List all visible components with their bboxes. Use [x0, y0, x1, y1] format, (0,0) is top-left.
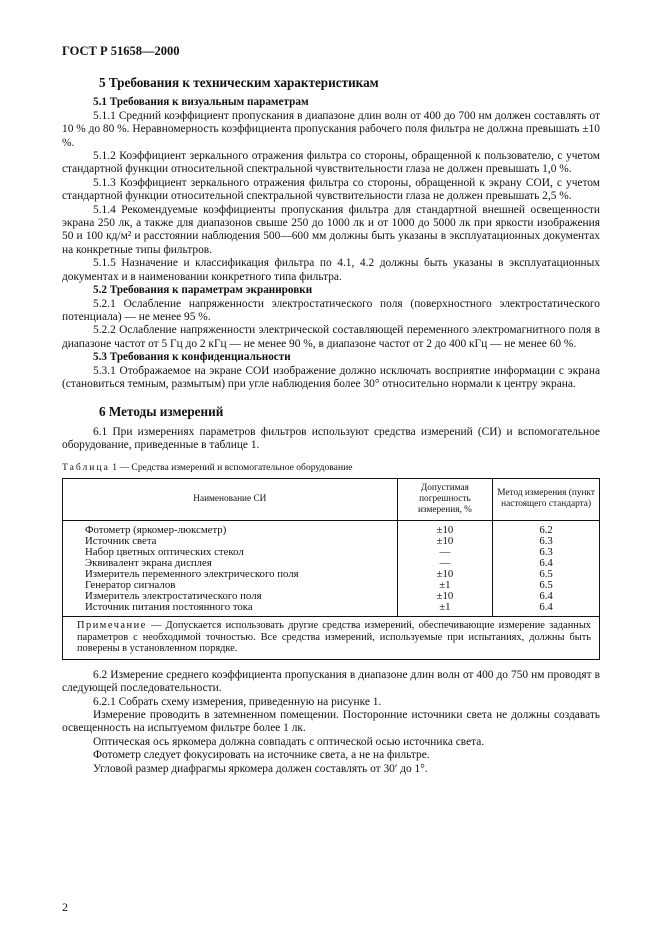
table-label: Таблица [62, 461, 110, 473]
page-content [62, 76, 600, 776]
table-cell-name: Набор цветных оптических стекол [63, 547, 398, 558]
table-cell-method: 6.2 [539, 523, 553, 536]
paragraph-6-2-1-b: Оптическая ось яркомера должна совпадать с оптической осью источника света. [93, 735, 485, 748]
table-cell-name: Измеритель переменного электрического поля [63, 569, 398, 580]
table-cell-error: ±10 [397, 536, 493, 547]
table-cell-method: 6.4 [539, 589, 553, 602]
table-cell-name: Генератор сигналов [63, 580, 398, 591]
table-cell-error: — [397, 547, 493, 558]
table-cell-name: Фотометр (яркомер-люксметр) [63, 520, 398, 536]
page-number: 2 [62, 900, 68, 914]
table-row [63, 602, 600, 616]
table-cell-error: — [397, 558, 493, 569]
table-row [63, 520, 600, 536]
paragraph-6-2-1-c: Фотометр следует фокусировать на источнике света, а не на фильтре. [93, 749, 430, 762]
section-6-title: 6 Методы измерений [99, 404, 224, 420]
instruments-table [62, 478, 600, 616]
table-cell-error: ±1 [397, 580, 493, 591]
table-cell-error: ±10 [397, 591, 493, 602]
table-cell-error: ±10 [397, 520, 493, 536]
paragraph-5-1-4: 5.1.4 Рекомендуемые коэффициенты пропускания фильтра для стандартной внешней освещенности экрана 250 лк, а также для диапазонов свыше 250 до 1000 лк и от 1000 до 5000 лк при яркости изображения 50 и 100 кд/м² и расстоянии наблюдения 500—600 мм должны быть указаны в эксплуатационных документах на конкретные типы фильтров. [62, 203, 600, 256]
table-caption-text: 1 — Средства измерений и вспомогательное оборудование [109, 461, 353, 473]
paragraph-5-3-1: 5.3.1 Отображаемое на экране СОИ изображение должно исключать восприятие информации с экрана (становиться темным, размытым) при угле наблюдения более 30° относительно нормали к центру экрана. [62, 364, 600, 390]
table-cell-method: 6.4 [539, 556, 553, 569]
table-cell-method: 6.5 [539, 567, 553, 580]
page-header: ГОСТ Р 51658—2000 [62, 44, 180, 58]
note-text: — Допускается использовать другие средства измерений, обеспечивающие измерение заданных параметров с необходимой точностью. Все средства измерений, используемые при испытаниях, должны быть поверены в установленном порядке. [77, 619, 591, 655]
paragraph-5-2-1: 5.2.1 Ослабление напряженности электростатического поля (поверхностного электростатического потенциала) — не менее 95 %. [62, 297, 600, 323]
table-cell-method: 6.3 [539, 545, 553, 558]
paragraph-6-2-1-d: Угловой размер диафрагмы яркомера должен составлять от 30′ до 1°. [93, 762, 428, 775]
paragraph-5-1-1: 5.1.1 Средний коэффициент пропускания в диапазоне длин волн от 400 до 700 нм должен составлять от 10 % до 80 %. Неравномерность коэффициента пропускания рабочего поля фильтра не должна превышать ±10 %. [62, 109, 600, 149]
table-cell-method: 6.5 [539, 578, 553, 591]
table-cell-name: Источник света [63, 536, 398, 547]
table-caption [62, 461, 600, 474]
table-cell-error: ±10 [397, 569, 493, 580]
header-error: Допустимая погрешность измерения, % [397, 478, 493, 520]
table-cell-method: 6.4 [539, 600, 553, 613]
subsection-5-3-title: 5.3 Требования к конфиденциальности [93, 351, 291, 364]
paragraph-6-2-1: 6.2.1 Собрать схему измерения, приведенную на рисунке 1. [93, 695, 382, 708]
subsection-5-2-title: 5.2 Требования к параметрам экранировки [93, 284, 313, 297]
paragraph-6-2: 6.2 Измерение среднего коэффициента пропускания в диапазоне длин волн от 400 до 750 нм проводят в следующей последовательности. [62, 668, 600, 695]
subsection-5-1-title: 5.1 Требования к визуальным параметрам [93, 96, 309, 109]
table-note [62, 616, 600, 660]
header-name: Наименование СИ [63, 478, 398, 520]
table-cell-error: ±1 [397, 602, 493, 616]
note-label: Примечание [77, 619, 147, 631]
table-cell-name: Измеритель электростатического поля [63, 591, 398, 602]
paragraph-5-1-2: 5.1.2 Коэффициент зеркального отражения фильтра со стороны, обращенной к пользователю, с учетом стандартной функции относительной спектральной чувствительности глаза не должен превышать 1,0 %. [62, 150, 600, 176]
section-5-title: 5 Требования к техническим характеристикам [99, 75, 379, 90]
paragraph-6-1: 6.1 При измерениях параметров фильтров используют средства измерений (СИ) и вспомогательное оборудование, приведенные в таблице 1. [62, 425, 600, 452]
paragraph-5-1-3: 5.1.3 Коэффициент зеркального отражения фильтра со стороны, обращенной к экрану СОИ, с учетом стандартной функции относительной спектральной чувствительности глаза не должен превышать 2,5 %. [62, 176, 600, 203]
paragraph-6-2-1-a: Измерение проводить в затемненном помещении. Посторонние источники света не должны создавать освещенность на испытуемом фильтре более 1 лк. [62, 708, 600, 735]
paragraph-5-2-2: 5.2.2 Ослабление напряженности электрической составляющей переменного электромагнитного поля в диапазоне частот от 5 Гц до 2 кГц — не менее 90 %, в диапазоне частот от 2 до 400 кГц — не менее 60 %. [62, 324, 600, 350]
table-body [63, 520, 600, 616]
header-method: Метод измерения (пункт настоящего стандарта) [493, 478, 600, 520]
table-cell-name: Эквивалент экрана дисплея [63, 558, 398, 569]
paragraph-5-1-5: 5.1.5 Назначение и классификация фильтра по 4.1, 4.2 должны быть указаны в эксплуатационных документах и в наименовании конкретного типа фильтра. [62, 257, 600, 283]
table-cell-name: Источник питания постоянного тока [63, 602, 398, 616]
table-cell-method: 6.3 [539, 534, 553, 547]
